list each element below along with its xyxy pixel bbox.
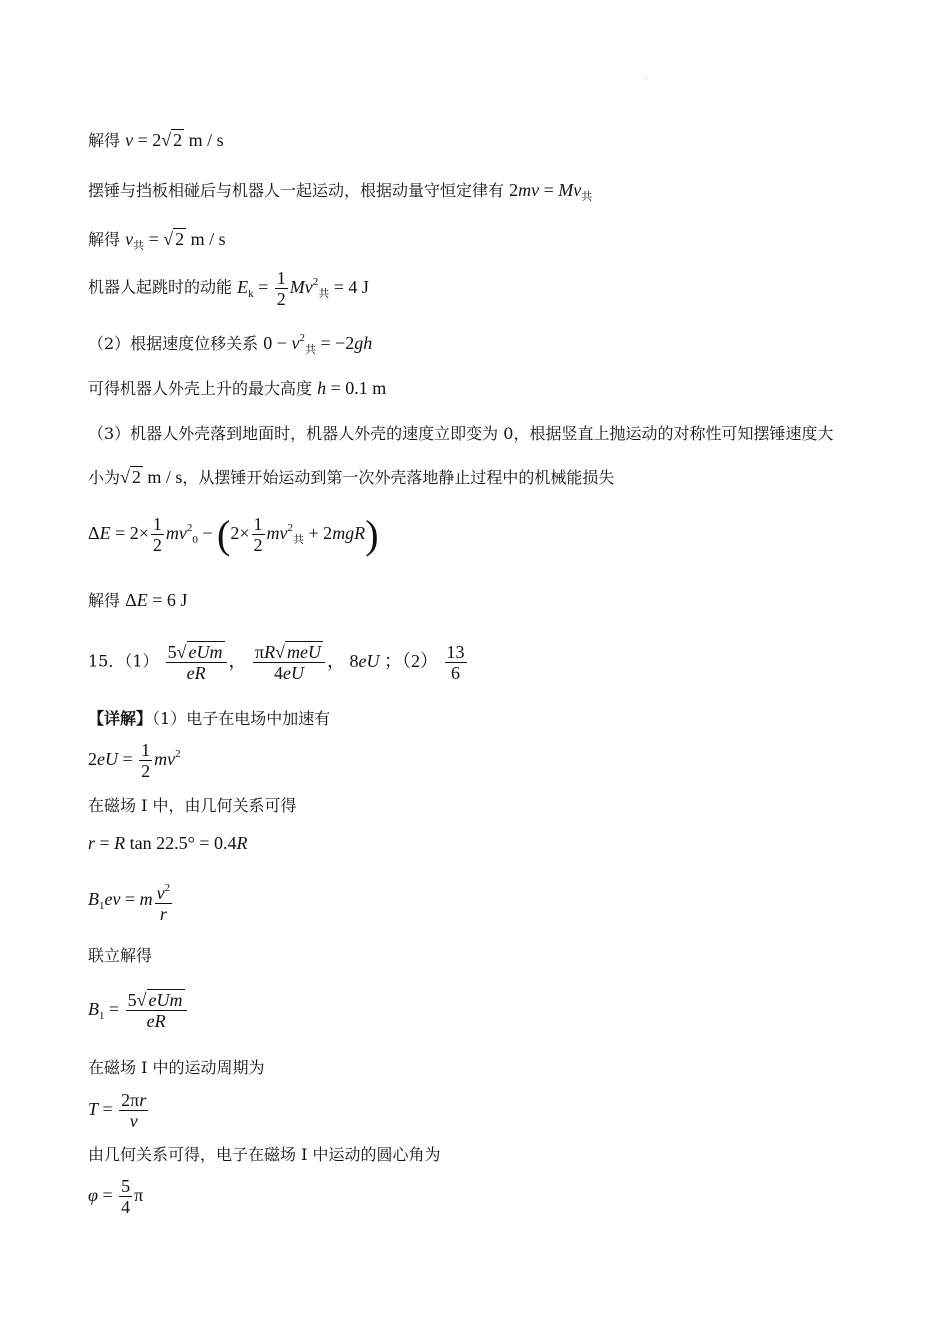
line-field1-geometry: 在磁场 I 中，由几何关系可得 bbox=[88, 796, 297, 815]
line-vgong-result: 解得 $v_共$ = √ 2 m / s bbox=[88, 229, 226, 252]
line-kinetic-energy: 机器人起跳时的动能 $E_k$ = $\frac{1}{2}$ $Mv^2_共 = 4$ J bbox=[88, 268, 369, 309]
line-angle-equation: φ = $\frac{5}{4}$ π bbox=[88, 1176, 144, 1217]
line-period-text: 在磁场 I 中的运动周期为 bbox=[88, 1058, 265, 1077]
line-velocity-displacement: （2）根据速度位移关系 $0 - v^2_共 = -2gh$ bbox=[88, 332, 373, 356]
line-angle-text: 由几何关系可得，电子在磁场 I 中运动的圆心角为 bbox=[88, 1145, 441, 1164]
line-momentum: 摆锤与挡板相碰后与机器人一起运动，根据动量守恒定律有 $2mv = Mv_共$ bbox=[88, 180, 593, 203]
line-v-result: 解得 v = 2√ 2 m / s bbox=[88, 130, 224, 150]
line-period-equation: T = $\frac{2\pi r}{v}$ bbox=[88, 1090, 147, 1131]
line-q15-answer: 15．（1） $\frac{\text{5√ eUm}}{eR}$ ， $\frac{\text{πR√ meU}}{4eU}$ ， 8eU ；（2） $\frac{13}{6}$ bbox=[88, 642, 465, 683]
line-detail-header: 【详解】（1）电子在电场中加速有 bbox=[88, 709, 331, 728]
line-radius-equation: r = R tan 22.5° = 0.4R bbox=[88, 833, 248, 853]
line-energy-loss-result: 解得 ΔE = 6 J bbox=[88, 590, 188, 610]
line-lorentz-equation: $B_1ev = m$ $\frac{v^2}{r}$ bbox=[88, 878, 174, 924]
line-b1-result: $B_1$ = $\frac{\text{5√ eUm}}{eR}$ bbox=[88, 990, 189, 1031]
line-max-height: 可得机器人外壳上升的最大高度 h = 0.1 m bbox=[88, 378, 387, 398]
page-dot: · bbox=[645, 74, 648, 83]
line-combine: 联立解得 bbox=[88, 946, 153, 965]
line-accel-equation: 2eU = $\frac{1}{2}$ $mv^2$ bbox=[88, 740, 181, 781]
line-energy-loss-equation: ΔE = 2× $\frac{1}{2}$ $mv^2_0 - (2\times$ $\frac{1}{2}$ $mv^2_共 + 2mgR$) bbox=[88, 511, 379, 557]
line-part3-text-2: 小为√ 2 m / s，从摆锤开始运动到第一次外壳落地静止过程中的机械能损失 bbox=[88, 467, 615, 487]
line-part3-text: （3）机器人外壳落到地面时，机器人外壳的速度立即变为 0，根据竖直上抛运动的对称性可知摆锤速度大 bbox=[88, 424, 834, 443]
